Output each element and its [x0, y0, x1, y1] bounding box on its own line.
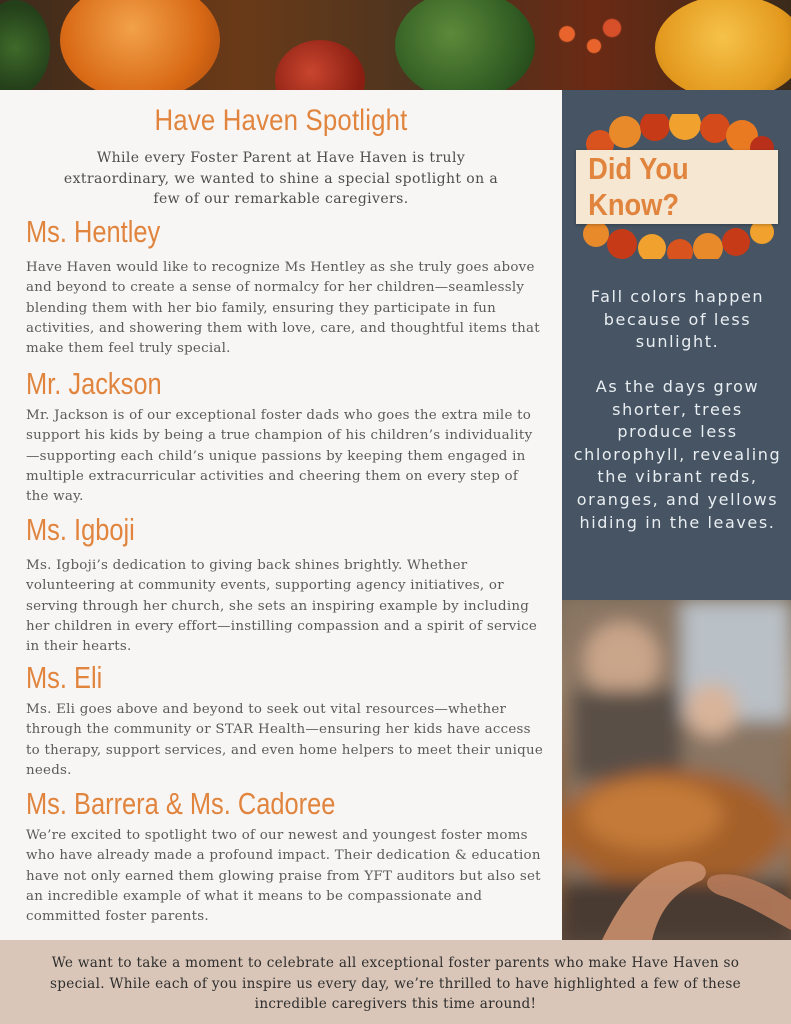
- spotlight-heading-eli: Ms. Eli: [26, 660, 103, 695]
- fact-two: As the days grow shorter, trees produce less chlorophyll, revealing the vibrant reds, oranges, and yellows hiding in the leaves.: [573, 377, 782, 532]
- apple-image: [275, 40, 365, 90]
- footer-message: We want to take a moment to celebrate all exceptional foster parents who make Have Haven so special. While each of you inspire us every day, we’re thrilled to have highlighted a few of these incredible caregivers this time around!: [50, 955, 741, 1012]
- spotlight-text-barrera-cadoree: We’re excited to spotlight two of our newest and youngest foster moms who have already made a profound impact. Their dedication & education have not only earned them glowing praise from YFT auditors but also set an incredible example of what it means to be compassionate and committed foster parents.: [26, 828, 541, 925]
- intro-text: While every Foster Parent at Have Haven is truly extraordinary, we wanted to shine a special spotlight on a few of our remarkable caregivers.: [63, 150, 499, 207]
- spotlight-heading-jackson: Mr. Jackson: [26, 366, 162, 401]
- pumpkin-image: [655, 0, 791, 90]
- spotlight-text-hentley: Have Haven would like to recognize Ms Hentley as she truly goes above and beyond to create a sense of normalcy for her children—seamlessly blending them with her bio family, ensuring they participate in fun activities, and showering them with love, care, and thoughtful items that make them feel truly special.: [26, 260, 540, 357]
- spotlight-heading-barrera-cadoree: Ms. Barrera & Ms. Cadoree: [26, 786, 336, 821]
- spotlight-heading-hentley: Ms. Hentley: [26, 214, 161, 249]
- thanksgiving-photo: [562, 600, 791, 940]
- did-you-know-sidebar: [562, 90, 791, 600]
- spotlight-main-column: [0, 90, 562, 940]
- fact-one: Fall colors happen because of less sunlight.: [590, 287, 765, 352]
- pumpkin-image: [60, 0, 220, 90]
- did-you-know-heading: Did You Know?: [588, 151, 689, 222]
- melon-image: [395, 0, 535, 90]
- spotlight-heading-igboji: Ms. Igboji: [26, 512, 135, 547]
- spotlight-text-eli: Ms. Eli goes above and beyond to seek out vital resources—whether through the community or STAR Health—ensuring her kids have access to therapy, support services, and even home helpers to meet their unique needs.: [26, 702, 544, 778]
- berries-image: [540, 10, 630, 70]
- footer-band: [0, 940, 791, 1024]
- page-title: Have Haven Spotlight: [154, 104, 408, 137]
- spotlight-text-igboji: Ms. Igboji’s dedication to giving back shines brightly. Whether volunteering at community events, supporting agency initiatives, or serving through her church, she sets an inspiring example by including her children in every effort—instilling compassion and a spirit of service in their hearts.: [26, 558, 538, 655]
- autumn-harvest-banner: [0, 0, 791, 90]
- leaves-image: [0, 0, 50, 90]
- family-dinner-image: [562, 600, 791, 940]
- spotlight-text-jackson: Mr. Jackson is of our exceptional foster dads who goes the extra mile to support his kids by being a true champion of his children’s individuality—supporting each child’s unique passions by keeping them engaged in multiple extracurricular activities and cheering them on every step of the way.: [26, 408, 533, 505]
